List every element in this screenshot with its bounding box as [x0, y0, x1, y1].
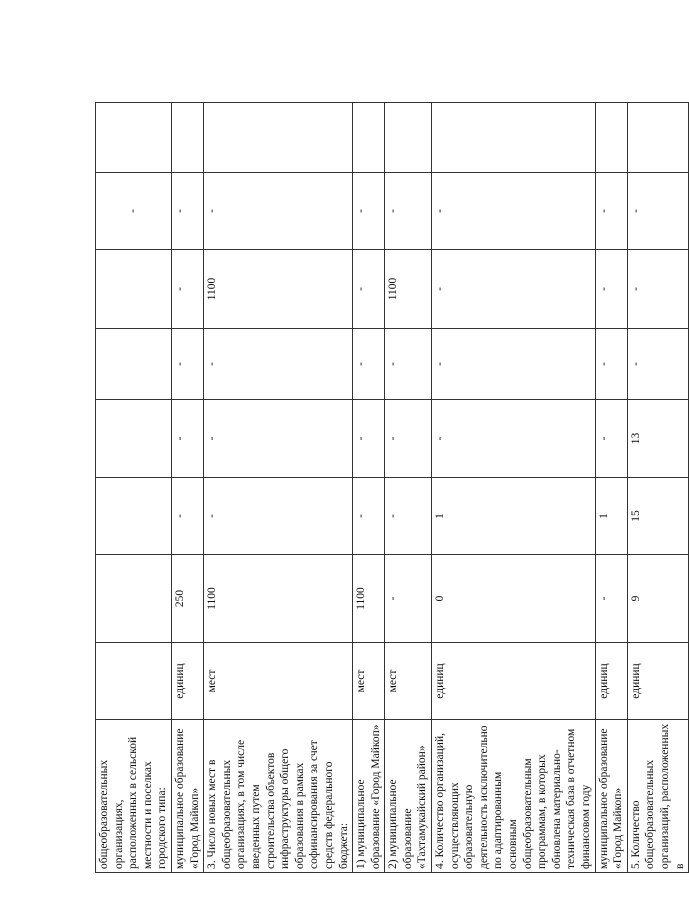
- empty-cell: [96, 103, 172, 173]
- table-row: [353, 103, 385, 873]
- row-label: 2) муниципальное образование «Тахтамукайский район»: [385, 720, 432, 873]
- empty-cell: [171, 103, 203, 173]
- value-cell: 1100: [204, 555, 353, 643]
- value-cell: [96, 400, 172, 478]
- value-cell: -: [595, 400, 627, 478]
- value-cell: 15: [627, 478, 688, 555]
- row-label: 5. Количество общеобразовательных организаций, расположенных в: [627, 720, 688, 873]
- row-label: 1) муниципальное образование «Город Майкоп»: [353, 720, 385, 873]
- value-cell: -: [353, 400, 385, 478]
- value-cell: [96, 250, 172, 329]
- empty-cell: [595, 103, 627, 173]
- unit-cell: мест: [204, 643, 353, 720]
- value-cell: -: [353, 250, 385, 329]
- value-cell: -: [171, 400, 203, 478]
- table-row: [432, 103, 596, 873]
- empty-cell: [385, 103, 432, 173]
- value-cell: -: [171, 478, 203, 555]
- unit-cell: мест: [353, 643, 385, 720]
- value-cell: -: [171, 173, 203, 250]
- value-cell: -: [204, 173, 353, 250]
- unit-cell: единиц: [595, 643, 627, 720]
- value-cell: 0: [432, 555, 596, 643]
- value-cell: -: [432, 250, 596, 329]
- empty-cell: [353, 103, 385, 173]
- value-cell: -: [385, 555, 432, 643]
- value-cell: -: [385, 329, 432, 400]
- value-cell: -: [204, 400, 353, 478]
- value-cell: -: [595, 173, 627, 250]
- rotated-table-frame: [95, 103, 686, 873]
- row-label: 4. Количество организаций, осуществляющих образовательную деятельность исключительно по адаптированным основным общеобразовательным программам, в которых обновлена материально-техническая база в отчетном финансовом году: [432, 720, 596, 873]
- value-cell: 250: [171, 555, 203, 643]
- row-label: 3. Число новых мест в общеобразовательных организациях, в том числе введенных путем строительства объектов инфраструктуры общего образования в рамках софинансирования за счет средств федерального бюджета:: [204, 720, 353, 873]
- value-cell: -: [353, 173, 385, 250]
- value-cell: -: [595, 555, 627, 643]
- value-cell: 1100: [204, 250, 353, 329]
- empty-cell: [627, 103, 688, 173]
- unit-cell: [96, 643, 172, 720]
- value-cell: -: [432, 173, 596, 250]
- value-cell: -: [595, 250, 627, 329]
- unit-cell: единиц: [627, 643, 688, 720]
- value-cell: 1100: [385, 250, 432, 329]
- value-cell: -: [595, 329, 627, 400]
- value-cell: 1: [595, 478, 627, 555]
- empty-cell: [432, 103, 596, 173]
- value-cell: -: [204, 478, 353, 555]
- value-cell: -: [171, 329, 203, 400]
- table-row: [627, 103, 688, 873]
- value-cell: 9: [627, 555, 688, 643]
- value-cell: 13: [627, 400, 688, 478]
- empty-cell: [204, 103, 353, 173]
- unit-cell: единиц: [171, 643, 203, 720]
- row-label: муниципальное образование «Город Майкоп»: [595, 720, 627, 873]
- value-cell: -: [385, 173, 432, 250]
- table-row: [96, 103, 172, 873]
- value-cell: -: [385, 400, 432, 478]
- value-cell: -: [204, 329, 353, 400]
- unit-cell: мест: [385, 643, 432, 720]
- value-cell: 1100: [353, 555, 385, 643]
- table-row: [204, 103, 353, 873]
- value-cell: 1: [432, 478, 596, 555]
- value-cell: -: [627, 250, 688, 329]
- table-row: [595, 103, 627, 873]
- value-cell: -: [96, 173, 172, 250]
- row-label: общеобразовательных организациях, расположенных в сельской местности и поселках городского типа:: [96, 720, 172, 873]
- value-cell: -: [385, 478, 432, 555]
- value-cell: -: [432, 400, 596, 478]
- unit-cell: единиц: [432, 643, 596, 720]
- value-cell: -: [353, 329, 385, 400]
- table-row: [171, 103, 203, 873]
- value-cell: -: [627, 173, 688, 250]
- value-cell: -: [353, 478, 385, 555]
- value-cell: [96, 329, 172, 400]
- value-cell: [96, 478, 172, 555]
- value-cell: [96, 555, 172, 643]
- value-cell: -: [432, 329, 596, 400]
- row-label: муниципальное образование «Город Майкоп»: [171, 720, 203, 873]
- value-cell: -: [627, 329, 688, 400]
- indicators-table: [95, 102, 689, 873]
- table-row: [385, 103, 432, 873]
- value-cell: -: [171, 250, 203, 329]
